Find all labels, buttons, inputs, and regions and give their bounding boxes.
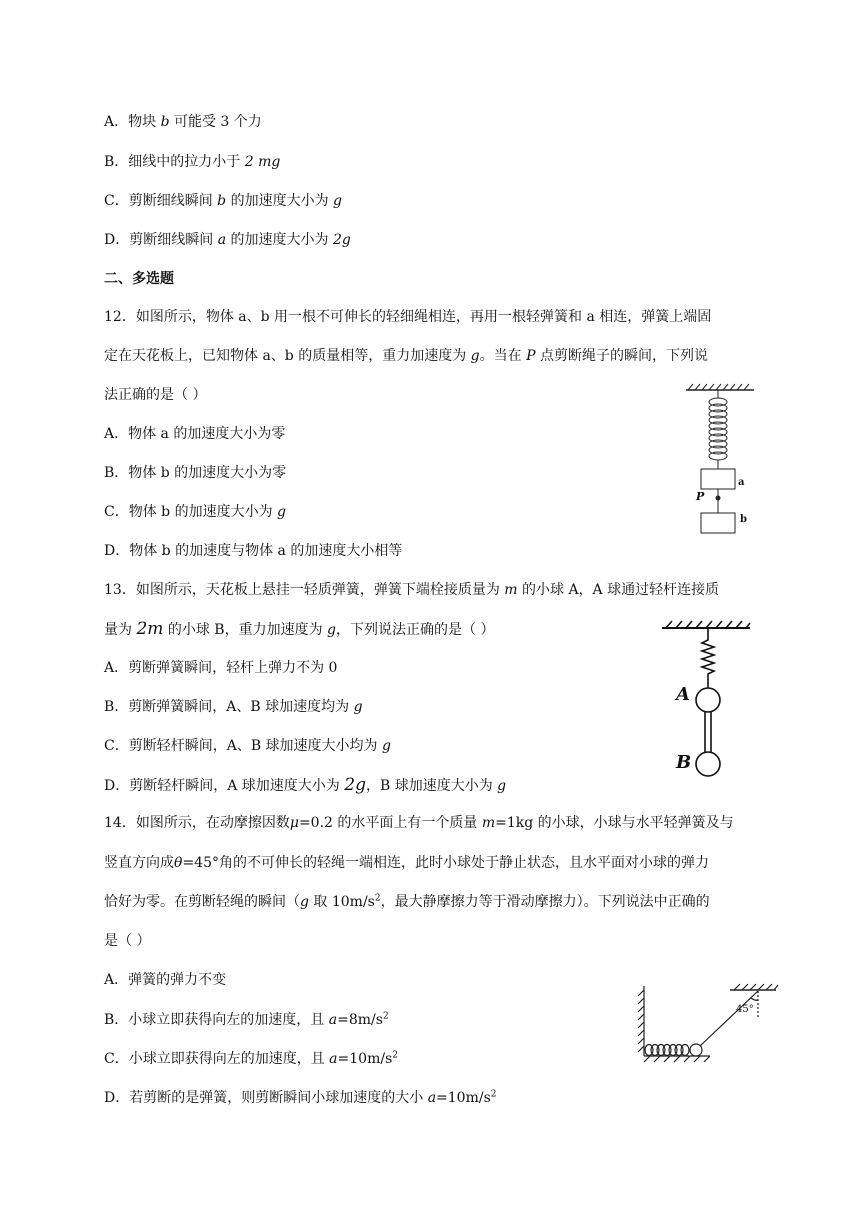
q14-stem-line1: 14．如图所示，在动摩擦因数μ=0.2 的水平面上有一个质量 m=1kg 的小球，小球与水平轻弹簧及与 <box>104 815 734 831</box>
q13-option-a: A．剪断弹簧瞬间，轻杆上弹力不为 0 <box>104 660 338 676</box>
q12-fig-label-b: b <box>740 514 747 525</box>
q12-spring-block-figure <box>680 380 760 540</box>
q13-fig-label-a: A <box>676 684 690 705</box>
q14-spring-rope-figure <box>630 980 780 1062</box>
q13-stem-line2: 量为 2m 的小球 B，重力加速度为 g，下列说法正确的是（ ） <box>104 619 495 639</box>
q11-option-b: B．细线中的拉力小于 2 mg <box>104 154 281 170</box>
q12-option-c: C．物体 b 的加速度大小为 g <box>104 504 286 520</box>
q14-stem-line4: 是（ ） <box>104 933 151 949</box>
q14-stem-line3: 恰好为零。在剪断轻绳的瞬间（g 取 $10m/s^2$，最大静摩擦力等于滑动摩擦力）。下列说法中正确的 <box>104 893 710 910</box>
q14-option-a: A．弹簧的弹力不变 <box>104 972 227 988</box>
q14-option-c: C．小球立即获得向左的加速度，且 $a=10m/s^2$ <box>104 1050 398 1067</box>
section-title: 二、多选题 <box>104 271 174 287</box>
q12-option-b: B．物体 b 的加速度大小为零 <box>104 465 287 481</box>
q11-option-a: A．物块 b 可能受 3 个力 <box>104 114 262 130</box>
q12-fig-label-a: a <box>738 477 745 488</box>
q12-option-d: D．物体 b 的加速度与物体 a 的加速度大小相等 <box>104 543 403 559</box>
q13-option-b: B．剪断弹簧瞬间，A、B 球加速度均为 g <box>104 699 363 715</box>
q12-stem-line1: 12．如图所示，物体 a、b 用一根不可伸长的轻细绳相连，再用一根轻弹簧和 a 相连，弹簧上端固 <box>104 309 712 325</box>
q12-stem-line3: 法正确的是（ ） <box>104 387 207 403</box>
q13-fig-label-b: B <box>676 752 692 773</box>
q13-option-d: D．剪断轻杆瞬间，A 球加速度大小为 2g，B 球加速度大小为 g <box>104 775 507 795</box>
q14-option-d: D．若剪断的是弹簧，则剪断瞬间小球加速度的大小 $a=10m/s^2$ <box>104 1089 497 1106</box>
q14-stem-line2: 竖直方向成θ=45°角的不可伸长的轻绳一端相连，此时小球处于静止状态，且水平面对小球的弹力 <box>104 855 709 871</box>
q14-fig-angle-label: 45° <box>736 1004 754 1015</box>
q11-option-c: C．剪断细线瞬间 b 的加速度大小为 g <box>104 193 343 209</box>
q11-option-d: D．剪断细线瞬间 a 的加速度大小为 2g <box>104 232 351 248</box>
q12-fig-label-p: P <box>696 490 705 503</box>
q12-stem-line2: 定在天花板上，已知物体 a、b 的质量相等，重力加速度为 g。当在 P 点剪断绳子的瞬间，下列说 <box>104 348 708 364</box>
q13-option-c: C．剪断轻杆瞬间，A、B 球加速度大小均为 g <box>104 738 391 754</box>
q13-stem-line1: 13．如图所示，天花板上悬挂一轻质弹簧，弹簧下端栓接质量为 m 的小球 A，A 球通过轻杆连接质 <box>104 582 720 598</box>
q13-spring-rod-figure <box>660 620 760 780</box>
q14-option-b: B．小球立即获得向左的加速度，且 $a=8m/s^2$ <box>104 1011 389 1028</box>
q12-option-a: A．物体 a 的加速度大小为零 <box>104 426 286 442</box>
